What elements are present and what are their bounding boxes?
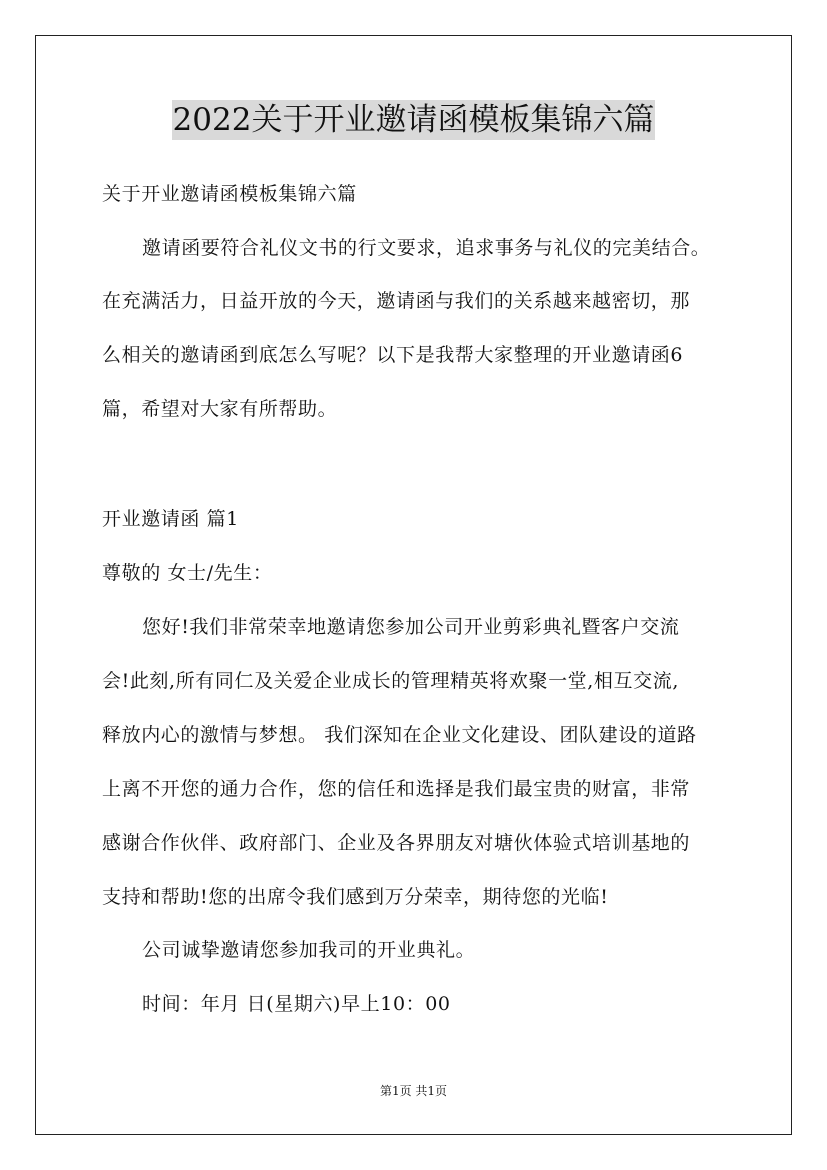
body-line-2: 会!此刻,所有同仁及关爱企业成长的管理精英将欢聚一堂,相互交流, xyxy=(102,670,679,692)
time-line: 时间：年月 日(星期六)早上10：00 xyxy=(142,993,451,1015)
body-line-1: 您好!我们非常荣幸地邀请您参加公司开业剪彩典礼暨客户交流 xyxy=(142,616,680,638)
document-title-block xyxy=(0,100,827,140)
body-line-5: 感谢合作伙伴、政府部门、企业及各界朋友对塘伙体验式培训基地的 xyxy=(102,832,691,854)
section-heading: 开业邀请函 篇1 xyxy=(102,508,239,530)
body-line-4: 上离不开您的通力合作，您的信任和选择是我们最宝贵的财富，非常 xyxy=(102,778,691,800)
invite-line: 公司诚挚邀请您参加我司的开业典礼。 xyxy=(142,939,476,961)
salutation: 尊敬的 女士/先生： xyxy=(102,562,273,584)
intro-line-2: 在充满活力，日益开放的今天，邀请函与我们的关系越来越密切，那 xyxy=(102,290,691,312)
intro-line-4: 篇，希望对大家有所帮助。 xyxy=(102,398,338,420)
intro-line-3: 么相关的邀请函到底怎么写呢？以下是我帮大家整理的开业邀请函6 xyxy=(102,344,684,366)
document-subtitle: 关于开业邀请函模板集锦六篇 xyxy=(102,183,357,205)
intro-line-1: 邀请函要符合礼仪文书的行文要求，追求事务与礼仪的完美结合。 xyxy=(142,237,711,259)
body-line-6: 支持和帮助!您的出席令我们感到万分荣幸，期待您的光临! xyxy=(102,886,609,908)
page-footer: 第1页 共1页 xyxy=(379,1084,448,1098)
document-title: 2022关于开业邀请函模板集锦六篇 xyxy=(172,102,655,138)
body-line-3: 释放内心的激情与梦想。 我们深知在企业文化建设、团队建设的道路 xyxy=(102,724,697,746)
